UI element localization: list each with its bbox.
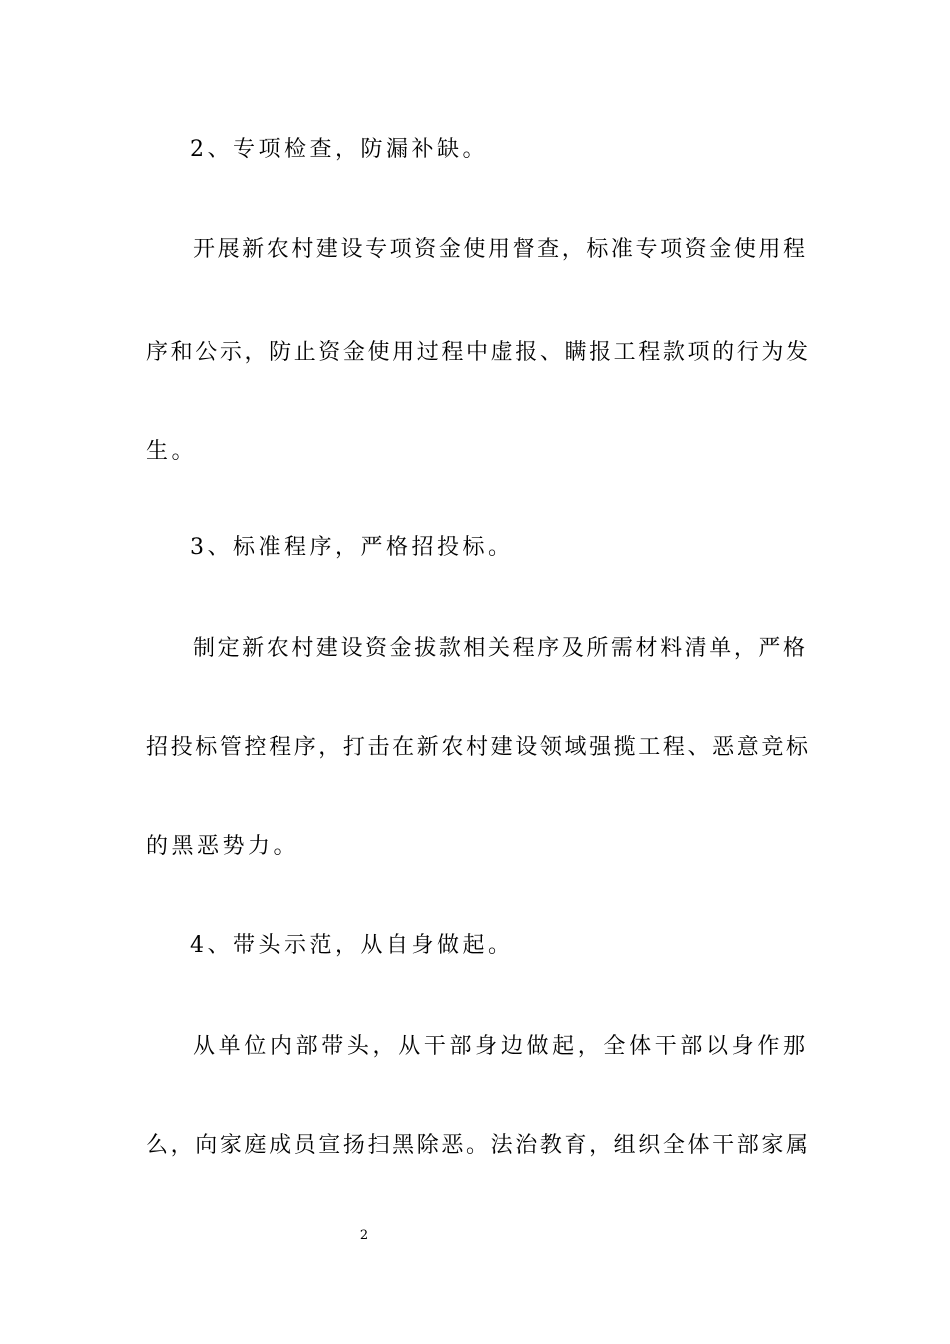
paragraph-line: 生。 [146, 439, 198, 464]
paragraph-line: 制定新农村建设资金拔款相关程序及所需材料清单，严格 [193, 636, 805, 661]
paragraph-line: 从单位内部带头，从干部身边做起，全体干部以身作那 [193, 1034, 805, 1059]
paragraph-line: 序和公示，防止资金使用过程中虚报、瞒报工程款项的行为发 [146, 340, 808, 365]
page-number: 2 [359, 1228, 369, 1243]
section-heading-2: 2、专项检查，防漏补缺。 [190, 137, 488, 162]
section-heading-4: 4、带头示范，从自身做起。 [190, 933, 514, 958]
paragraph-line: 招投标管控程序，打击在新农村建设领域强揽工程、恶意竞标 [146, 735, 808, 760]
paragraph-line: 开展新农村建设专项资金使用督查，标准专项资金使用程 [193, 237, 805, 262]
section-heading-3: 3、标准程序，严格招投标。 [190, 535, 514, 560]
paragraph-line: 么，向家庭成员宣扬扫黑除恶。法治教育，组织全体干部家属 [146, 1133, 808, 1158]
paragraph-line: 的黑恶势力。 [146, 834, 300, 859]
